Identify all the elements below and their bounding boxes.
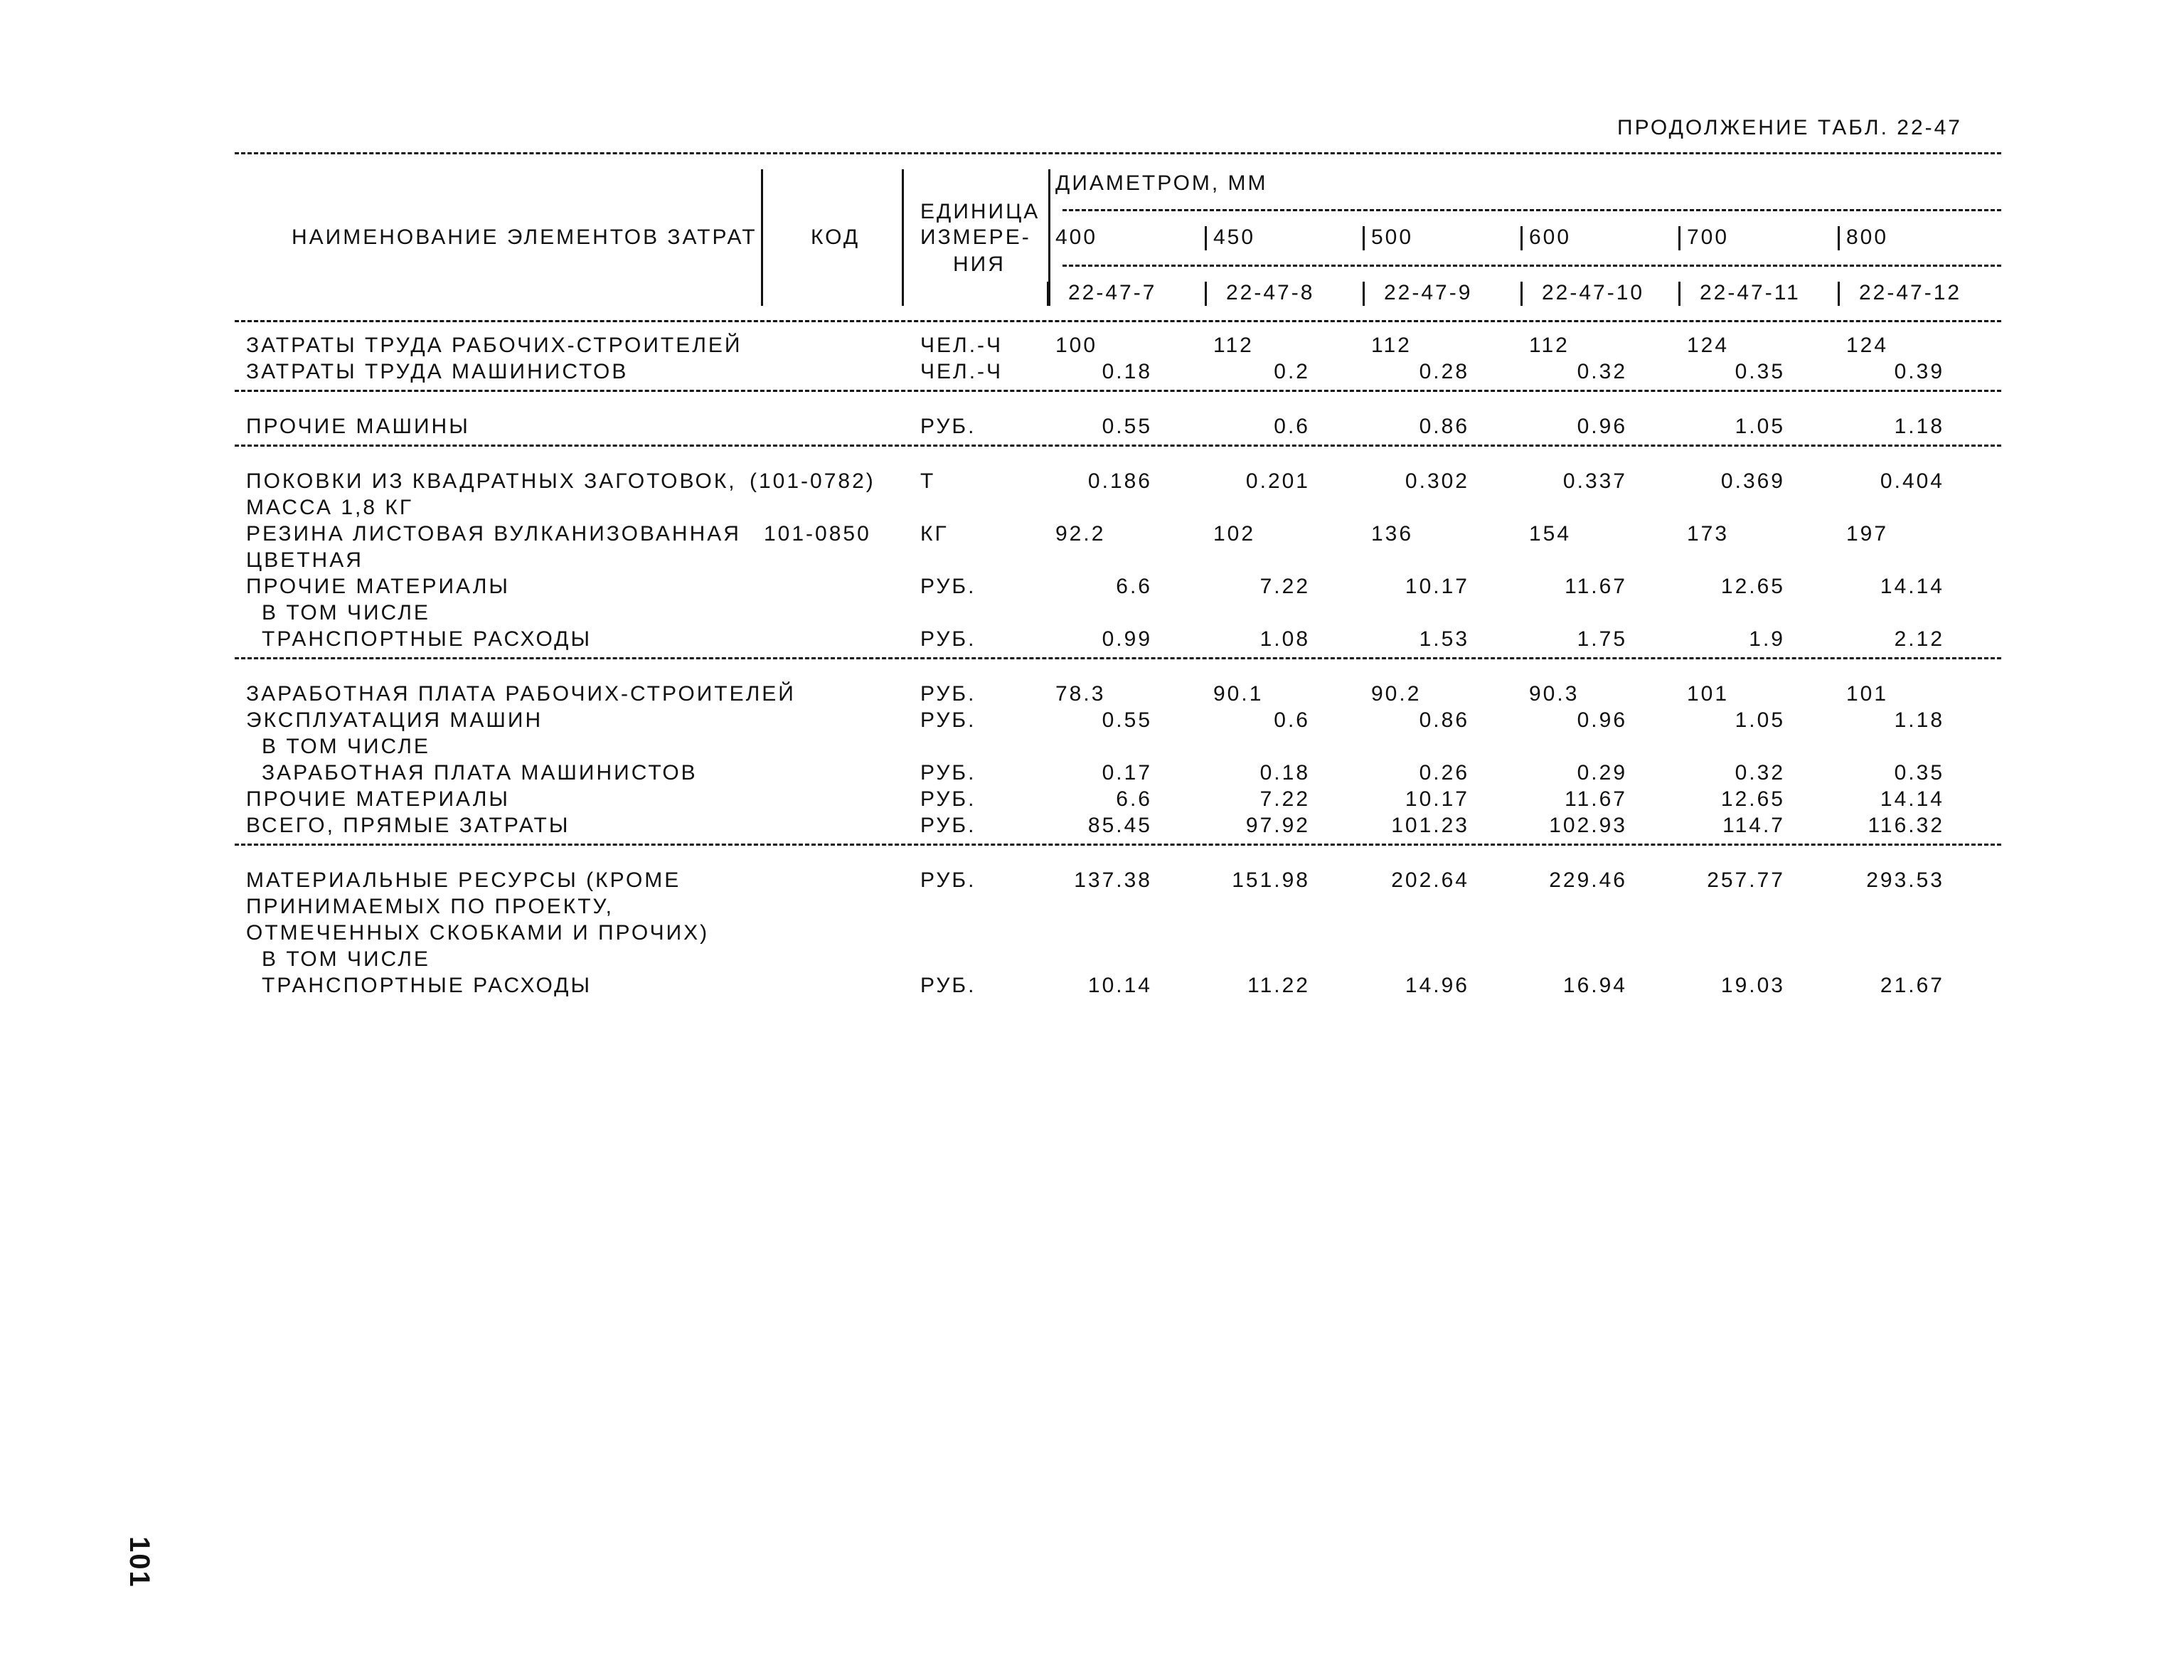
row-name: ПРИНИМАЕМЫХ ПО ПРОЕКТУ,	[246, 895, 614, 918]
code-22-47-9: 22-47-9	[1384, 281, 1473, 304]
row-unit: РУБ.	[920, 682, 976, 706]
diam-bar-2	[1363, 226, 1365, 250]
row-value: 112	[1213, 334, 1254, 357]
row-value: 124	[1687, 334, 1730, 357]
row-value: 11.67	[1565, 787, 1627, 811]
row-value: 10.17	[1405, 575, 1469, 598]
row-value: 0.6	[1274, 708, 1310, 732]
row-name: ПРОЧИЕ МАТЕРИАЛЫ	[246, 575, 510, 598]
row-value: 7.22	[1259, 575, 1310, 598]
row-value: 0.28	[1419, 360, 1469, 383]
row-value: 1.05	[1735, 415, 1785, 438]
row-value: 154	[1529, 522, 1572, 546]
row-value: 0.29	[1577, 761, 1627, 785]
row-value: 21.67	[1880, 974, 1944, 997]
row-value: 0.96	[1577, 708, 1627, 732]
row-value: 116.32	[1868, 814, 1944, 837]
row-code: (101-0782)	[750, 469, 875, 493]
row-unit: РУБ.	[920, 787, 976, 811]
row-value: 0.35	[1735, 360, 1785, 383]
code-bar-2	[1363, 282, 1365, 306]
row-value: 0.302	[1405, 469, 1469, 493]
row-name: ТРАНСПОРТНЫЕ РАСХОДЫ	[262, 627, 592, 651]
row-unit: РУБ.	[920, 761, 976, 785]
row-value: 101	[1687, 682, 1730, 706]
code-bar-1	[1205, 282, 1207, 306]
rule-separator	[235, 844, 2001, 846]
row-value: 173	[1687, 522, 1730, 546]
rule-codes	[1062, 265, 2001, 267]
diameter-500: 500	[1371, 225, 1414, 249]
row-value: 11.22	[1247, 974, 1310, 997]
row-value: 197	[1846, 522, 1889, 546]
row-value: 0.17	[1102, 761, 1152, 785]
row-name: ВСЕГО, ПРЯМЫЕ ЗАТРАТЫ	[246, 814, 570, 837]
diameter-450: 450	[1213, 225, 1256, 249]
row-name: ПОКОВКИ ИЗ КВАДРАТНЫХ ЗАГОТОВОК,	[246, 469, 737, 493]
row-value: 100	[1055, 334, 1098, 357]
row-name: ОТМЕЧЕННЫХ СКОБКАМИ И ПРОЧИХ)	[246, 921, 710, 945]
header-unit-2: ИЗМЕРЕ-	[920, 225, 1031, 249]
row-value: 0.404	[1880, 469, 1944, 493]
row-value: 1.08	[1259, 627, 1310, 651]
row-value: 0.86	[1419, 415, 1469, 438]
row-value: 0.369	[1720, 469, 1785, 493]
rule-separator	[235, 657, 2001, 659]
header-group: ДИАМЕТРОМ, ММ	[1055, 171, 1268, 195]
row-unit: КГ	[920, 522, 949, 546]
row-value: 1.18	[1894, 415, 1944, 438]
row-value: 0.55	[1102, 708, 1152, 732]
row-name: ПРОЧИЕ МАШИНЫ	[246, 415, 470, 438]
row-value: 136	[1371, 522, 1414, 546]
row-value: 10.14	[1087, 974, 1152, 997]
row-value: 114.7	[1722, 814, 1785, 837]
diameter-800: 800	[1846, 225, 1889, 249]
row-value: 102	[1213, 522, 1256, 546]
row-value: 0.2	[1274, 360, 1310, 383]
row-unit: РУБ.	[920, 708, 976, 732]
row-value: 0.35	[1894, 761, 1944, 785]
row-name: В ТОМ ЧИСЛЕ	[262, 947, 430, 971]
diam-bar-5	[1838, 226, 1840, 250]
diam-bar-1	[1205, 226, 1207, 250]
rule-diameter	[1062, 209, 2001, 211]
row-value: 90.3	[1529, 682, 1580, 706]
header-unit-3: НИЯ	[953, 252, 1006, 276]
row-value: 0.201	[1245, 469, 1310, 493]
row-unit: Т	[920, 469, 936, 493]
row-value: 101.23	[1391, 814, 1469, 837]
row-value: 0.186	[1087, 469, 1152, 493]
row-value: 11.67	[1565, 575, 1627, 598]
rule-separator	[235, 445, 2001, 447]
row-value: 12.65	[1720, 787, 1785, 811]
diam-bar-3	[1520, 226, 1523, 250]
row-name: В ТОМ ЧИСЛЕ	[262, 735, 430, 758]
row-value: 2.12	[1894, 627, 1944, 651]
row-name: МАССА 1,8 КГ	[246, 496, 414, 519]
row-unit: ЧЕЛ.-Ч	[920, 334, 1003, 357]
row-value: 90.1	[1213, 682, 1264, 706]
row-value: 0.6	[1274, 415, 1310, 438]
row-value: 151.98	[1232, 868, 1310, 892]
header-unit-1: ЕДИНИЦА	[920, 200, 1040, 223]
row-value: 0.32	[1735, 761, 1785, 785]
row-value: 229.46	[1549, 868, 1627, 892]
row-unit: РУБ.	[920, 814, 976, 837]
row-value: 92.2	[1055, 522, 1106, 546]
row-unit: РУБ.	[920, 627, 976, 651]
row-unit: ЧЕЛ.-Ч	[920, 360, 1003, 383]
row-value: 124	[1846, 334, 1889, 357]
code-bar-5	[1838, 282, 1840, 306]
row-value: 14.14	[1880, 787, 1944, 811]
row-value: 257.77	[1707, 868, 1785, 892]
row-value: 102.93	[1549, 814, 1627, 837]
row-name: ПРОЧИЕ МАТЕРИАЛЫ	[246, 787, 510, 811]
row-value: 10.17	[1405, 787, 1469, 811]
row-name: РЕЗИНА ЛИСТОВАЯ ВУЛКАНИЗОВАННАЯ	[246, 522, 741, 546]
diameter-400: 400	[1055, 225, 1098, 249]
row-value: 1.18	[1894, 708, 1944, 732]
row-value: 85.45	[1087, 814, 1152, 837]
row-value: 97.92	[1245, 814, 1310, 837]
row-unit: РУБ.	[920, 974, 976, 997]
row-name: ЗАТРАТЫ ТРУДА РАБОЧИХ-СТРОИТЕЛЕЙ	[246, 334, 742, 357]
row-value: 0.337	[1562, 469, 1627, 493]
row-name: ТРАНСПОРТНЫЕ РАСХОДЫ	[262, 974, 592, 997]
row-value: 12.65	[1720, 575, 1785, 598]
row-value: 7.22	[1259, 787, 1310, 811]
row-value: 14.14	[1880, 575, 1944, 598]
page-number: 101	[124, 1536, 155, 1588]
code-22-47-8: 22-47-8	[1226, 281, 1315, 304]
row-code: 101-0850	[764, 522, 871, 546]
row-value: 1.05	[1735, 708, 1785, 732]
header-name: НАИМЕНОВАНИЕ ЭЛЕМЕНТОВ ЗАТРАТ	[292, 225, 757, 249]
row-name: ЭКСПЛУАТАЦИЯ МАШИН	[246, 708, 543, 732]
row-value: 1.53	[1419, 627, 1469, 651]
row-value: 101	[1846, 682, 1889, 706]
row-unit: РУБ.	[920, 575, 976, 598]
header-code: КОД	[811, 225, 861, 249]
code-22-47-12: 22-47-12	[1859, 281, 1962, 304]
diameter-600: 600	[1529, 225, 1572, 249]
row-value: 6.6	[1116, 787, 1152, 811]
header-bar-name	[761, 169, 763, 306]
row-value: 0.99	[1102, 627, 1152, 651]
code-22-47-7: 22-47-7	[1068, 281, 1157, 304]
diameter-700: 700	[1687, 225, 1730, 249]
code-22-47-10: 22-47-10	[1542, 281, 1645, 304]
row-value: 78.3	[1055, 682, 1106, 706]
code-bar-4	[1678, 282, 1680, 306]
row-value: 0.55	[1102, 415, 1152, 438]
code-22-47-11: 22-47-11	[1700, 281, 1801, 304]
row-value: 0.39	[1894, 360, 1944, 383]
header-bar-code	[902, 169, 904, 306]
row-name: ЗАРАБОТНАЯ ПЛАТА МАШИНИСТОВ	[262, 761, 698, 785]
row-value: 1.9	[1749, 627, 1785, 651]
row-value: 112	[1371, 334, 1412, 357]
row-value: 16.94	[1562, 974, 1627, 997]
row-value: 0.18	[1102, 360, 1152, 383]
row-value: 1.75	[1577, 627, 1627, 651]
row-value: 6.6	[1116, 575, 1152, 598]
row-value: 112	[1529, 334, 1570, 357]
row-unit: РУБ.	[920, 415, 976, 438]
rule-header-bottom	[235, 320, 2001, 322]
diam-bar-4	[1678, 226, 1680, 250]
row-value: 0.26	[1419, 761, 1469, 785]
row-value: 137.38	[1074, 868, 1152, 892]
row-name: В ТОМ ЧИСЛЕ	[262, 601, 430, 624]
rule-top	[235, 152, 2001, 154]
row-value: 14.96	[1405, 974, 1469, 997]
code-bar-0	[1047, 282, 1049, 306]
row-value: 19.03	[1720, 974, 1785, 997]
row-value: 90.2	[1371, 682, 1422, 706]
continuation-caption: ПРОДОЛЖЕНИЕ ТАБЛ. 22-47	[1617, 116, 1962, 139]
row-value: 202.64	[1391, 868, 1469, 892]
row-name: ЗАРАБОТНАЯ ПЛАТА РАБОЧИХ-СТРОИТЕЛЕЙ	[246, 682, 796, 706]
row-value: 293.53	[1866, 868, 1944, 892]
row-name: ЗАТРАТЫ ТРУДА МАШИНИСТОВ	[246, 360, 629, 383]
code-bar-3	[1520, 282, 1523, 306]
row-value: 0.18	[1259, 761, 1310, 785]
row-value: 0.32	[1577, 360, 1627, 383]
rule-separator	[235, 390, 2001, 392]
row-value: 0.86	[1419, 708, 1469, 732]
row-value: 0.96	[1577, 415, 1627, 438]
row-unit: РУБ.	[920, 868, 976, 892]
row-name: ЦВЕТНАЯ	[246, 548, 363, 572]
row-name: МАТЕРИАЛЬНЫЕ РЕСУРСЫ (КРОМЕ	[246, 868, 681, 892]
